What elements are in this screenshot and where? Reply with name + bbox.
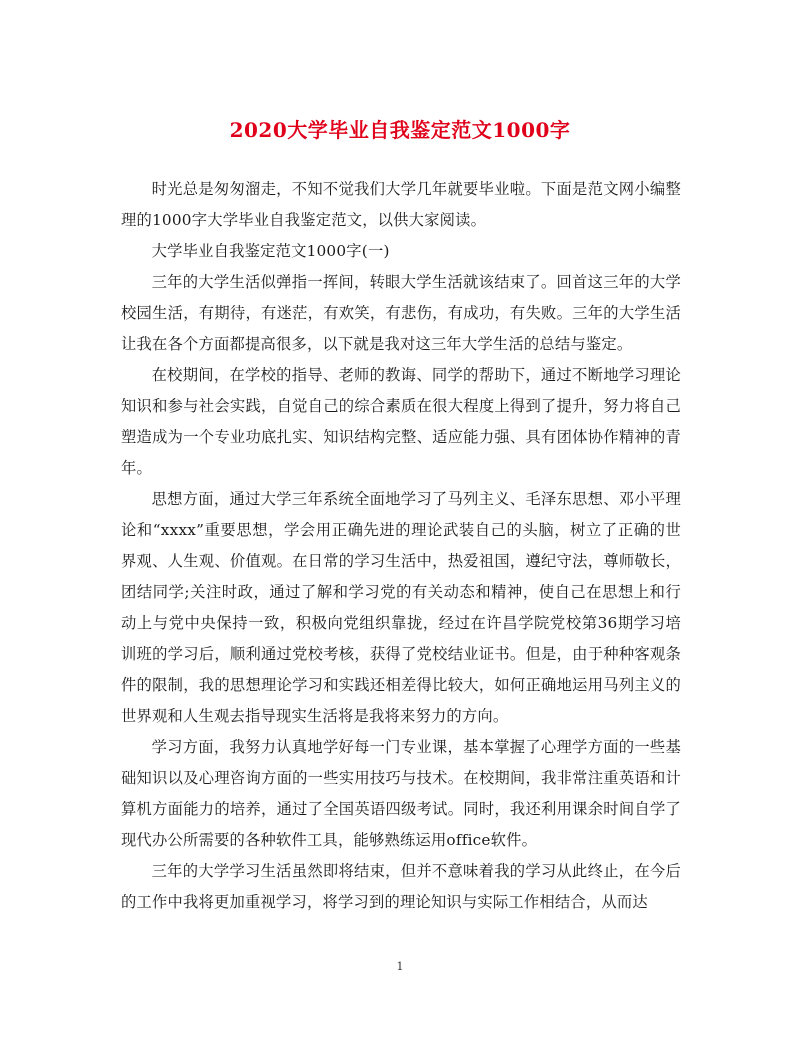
document-body (121, 174, 681, 918)
document-title: 2020大学毕业自我鉴定范文1000字 (229, 118, 571, 142)
body-paragraph: 三年的大学生活似弹指一挥间，转眼大学生活就该结束了。回首这三年的大学校园生活，有期待，有迷茫，有欢笑，有悲伤，有成功，有失败。三年的大学生活让我在各个方面都提高很多，以下就是我对这三年大学生活的总结与鉴定。 (121, 273, 681, 353)
body-paragraph: 在校期间，在学校的指导、老师的教诲、同学的帮助下，通过不断地学习理论知识和参与社会实践，自觉自己的综合素质在很大程度上得到了提升，努力将自己塑造成为一个专业功底扎实、知识结构完整、适应能力强、具有团体协作精神的青年。 (121, 366, 681, 477)
body-paragraph: 思想方面，通过大学三年系统全面地学习了马列主义、毛泽东思想、邓小平理论和“xxxx”重要思想，学会用正确先进的理论武装自己的头脑，树立了正确的世界观、人生观、价值观。在日常的学习生活中，热爱祖国，遵纪守法，尊师敬长，团结同学;关注时政，通过了解和学习党的有关动态和精神，使自己在思想上和行动上与党中央保持一致，积极向党组织靠拢，经过在许昌学院党校第36期学习培训班的学习后，顺利通过党校考核，获得了党校结业证书。但是，由于种种客观条件的限制，我的思想理论学习和实践还相差得比较大，如何正确地运用马列主义的世界观和人生观去指导现实生活将是我将来努力的方向。 (121, 490, 681, 725)
section-heading: 大学毕业自我鉴定范文1000字(一) (151, 242, 390, 260)
page-number: 1 (396, 960, 404, 973)
intro-paragraph: 时光总是匆匆溜走，不知不觉我们大学几年就要毕业啦。下面是范文网小编整理的1000字大学毕业自我鉴定范文，以供大家阅读。 (121, 180, 681, 229)
body-paragraph: 三年的大学学习生活虽然即将结束，但并不意味着我的学习从此终止，在今后的工作中我将更加重视学习，将学习到的理论知识与实际工作相结合，从而达 (121, 862, 681, 911)
body-paragraph: 学习方面，我努力认真地学好每一门专业课，基本掌握了心理学方面的一些基础知识以及心理咨询方面的一些实用技巧与技术。在校期间，我非常注重英语和计算机方面能力的培养，通过了全国英语四级考试。同时，我还利用课余时间自学了现代办公所需要的各种软件工具，能够熟练运用office软件。 (121, 738, 681, 849)
